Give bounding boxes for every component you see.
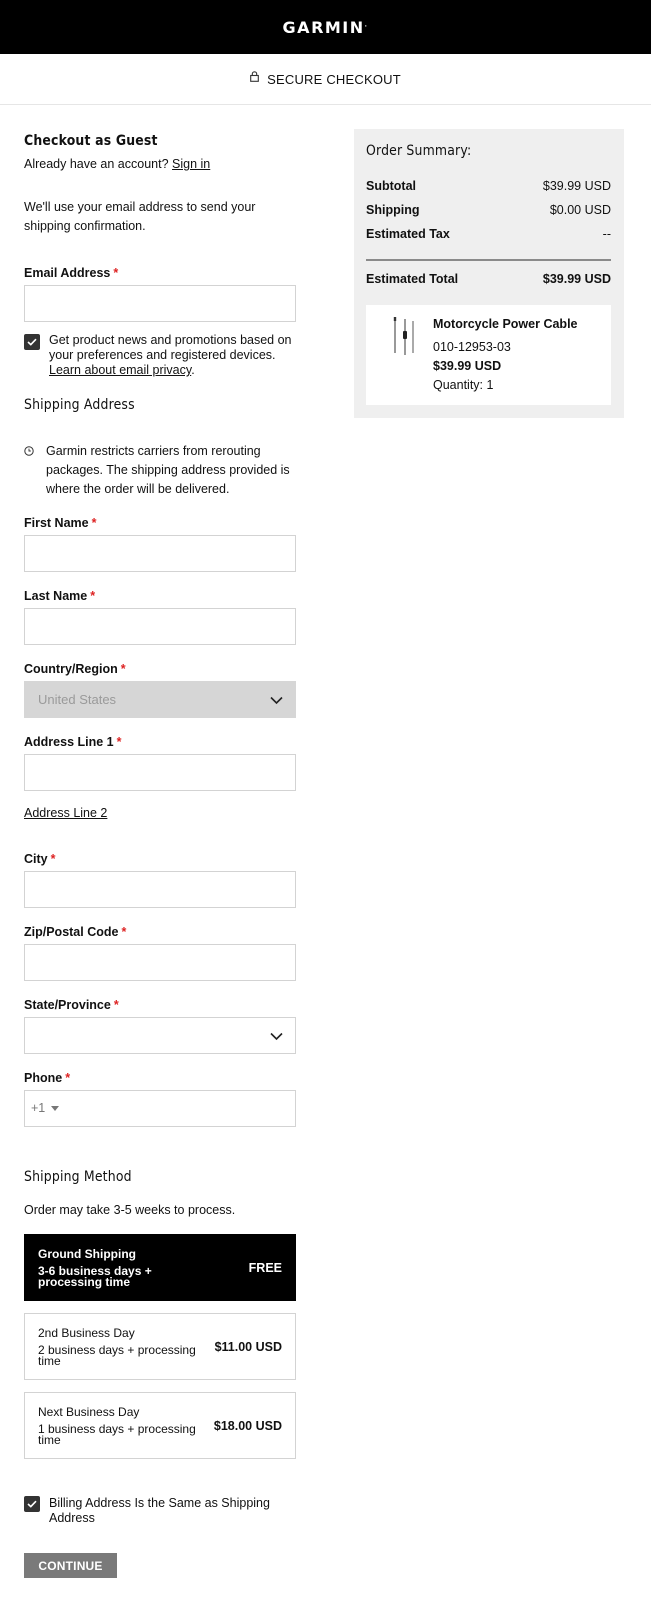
required-mark: * <box>120 662 126 676</box>
shipping-label: Shipping <box>366 203 420 217</box>
shipping-option-next-day[interactable] <box>24 1392 296 1459</box>
required-mark: * <box>50 852 56 866</box>
email-note-line2: shipping confirmation. <box>24 219 146 233</box>
sign-in-link[interactable]: Sign in <box>172 157 211 171</box>
billing-same-checkbox[interactable] <box>24 1496 40 1512</box>
product-quantity: Quantity: 1 <box>433 378 494 392</box>
garmin-logo[interactable]: GARMIN. <box>282 17 369 37</box>
phone-label <box>24 1071 70 1085</box>
option-name: Next Business Day <box>38 1405 140 1419</box>
continue-button[interactable]: CONTINUE <box>24 1553 117 1578</box>
last-name-label <box>24 589 95 603</box>
reroute-notice <box>46 442 290 499</box>
total-value: $39.99 USD <box>542 272 611 286</box>
email-privacy-link[interactable]: Learn about email privacy <box>49 363 192 377</box>
email-field[interactable] <box>24 285 296 322</box>
chevron-down-icon <box>270 1028 283 1046</box>
first-name-label-text: First Name <box>24 516 89 530</box>
subtotal-value: $39.99 USD <box>542 179 611 193</box>
city-label <box>24 852 56 866</box>
phone-field[interactable] <box>24 1090 296 1127</box>
shipping-option-ground[interactable] <box>24 1234 296 1301</box>
option-desc: 1 business days + processing time <box>38 1422 196 1447</box>
option-name: 2nd Business Day <box>38 1326 135 1340</box>
option-desc: 3-6 business days + processing time <box>38 1264 152 1289</box>
zip-label-text: Zip/Postal Code <box>24 925 119 939</box>
required-mark: * <box>91 516 97 530</box>
news-consent-text: Get product news and promotions based on your preferences and registered devices. Learn about email privacy. <box>49 333 292 377</box>
total-label: Estimated Total <box>366 272 459 286</box>
country-label-text: Country/Region <box>24 662 118 676</box>
notice-line1: Garmin restricts carriers from rerouting <box>46 444 261 458</box>
address1-label-text: Address Line 1 <box>24 735 114 749</box>
checkout-guest-title: Checkout as Guest <box>24 133 158 149</box>
product-sku: 010-12953-03 <box>433 340 511 354</box>
address1-field[interactable] <box>24 754 296 791</box>
shipping-row <box>366 203 611 217</box>
summary-divider <box>366 259 611 261</box>
caret-down-icon <box>51 1106 59 1111</box>
account-prompt <box>24 155 210 174</box>
shipping-address-title: Shipping Address <box>24 397 135 413</box>
email-label <box>24 266 118 280</box>
product-price: $39.99 USD <box>433 359 502 373</box>
option-price: FREE <box>248 1261 282 1275</box>
email-label-text: Email Address <box>24 266 111 280</box>
required-mark: * <box>121 925 127 939</box>
news-line1: Get product news and promotions based on <box>49 333 292 347</box>
product-name[interactable]: Motorcycle Power Cable <box>433 317 578 331</box>
billing-same-label <box>49 1496 270 1526</box>
order-summary-panel <box>354 129 624 418</box>
option-name: Ground Shipping <box>38 1247 136 1261</box>
city-field[interactable] <box>24 871 296 908</box>
country-label <box>24 662 126 676</box>
required-mark: * <box>90 589 96 603</box>
phone-label-text: Phone <box>24 1071 63 1085</box>
option-desc: 2 business days + processing time <box>38 1343 196 1368</box>
state-label-text: State/Province <box>24 998 111 1012</box>
notice-line3: where the order will be delivered. <box>46 482 230 496</box>
news-checkbox[interactable] <box>24 334 40 350</box>
city-label-text: City <box>24 852 48 866</box>
required-mark: * <box>65 1071 71 1085</box>
zip-label <box>24 925 126 939</box>
shipping-value: $0.00 USD <box>549 203 611 217</box>
subtotal-row <box>366 179 611 193</box>
shipping-method-title: Shipping Method <box>24 1169 132 1185</box>
option-price: $18.00 USD <box>213 1419 282 1433</box>
billing-line2: Address <box>49 1511 95 1525</box>
billing-line1: Billing Address Is the Same as Shipping <box>49 1496 270 1510</box>
product-image[interactable] <box>392 317 416 362</box>
checkmark-icon <box>27 338 37 346</box>
last-name-field[interactable] <box>24 608 296 645</box>
state-select[interactable] <box>24 1017 296 1054</box>
lock-icon <box>250 70 259 85</box>
total-row <box>366 272 611 286</box>
brand-text: GARMIN <box>282 17 365 37</box>
tax-row <box>366 227 611 241</box>
secure-checkout-label: SECURE CHECKOUT <box>267 71 401 87</box>
first-name-label <box>24 516 96 530</box>
account-prompt-text: Already have an account? <box>24 157 169 171</box>
secure-checkout-bar <box>0 54 651 105</box>
required-mark: * <box>113 998 119 1012</box>
clock-icon <box>24 443 34 461</box>
news-line2: your preferences and registered devices. <box>49 348 276 362</box>
required-mark: * <box>113 266 119 280</box>
order-summary-title: Order Summary: <box>366 143 472 159</box>
zip-field[interactable] <box>24 944 296 981</box>
state-label <box>24 998 119 1012</box>
email-note-line1: We'll use your email address to send your <box>24 200 256 214</box>
required-mark: * <box>116 735 122 749</box>
tax-value: -- <box>602 227 611 241</box>
option-price: $11.00 USD <box>214 1340 282 1354</box>
country-select[interactable] <box>24 681 296 718</box>
notice-line2: packages. The shipping address provided is <box>46 463 290 477</box>
phone-country-code[interactable] <box>31 1101 59 1115</box>
address1-label <box>24 735 122 749</box>
checkmark-icon <box>27 1500 37 1508</box>
phone-code-value: +1 <box>31 1101 46 1115</box>
product-card <box>366 305 611 405</box>
subtotal-label: Subtotal <box>366 179 416 193</box>
processing-note: Order may take 3-5 weeks to process. <box>24 1203 236 1217</box>
chevron-down-icon <box>270 692 283 710</box>
first-name-field[interactable] <box>24 535 296 572</box>
address-line2-link[interactable]: Address Line 2 <box>24 806 108 820</box>
top-header <box>0 0 651 54</box>
country-value: United States <box>38 692 117 707</box>
shipping-option-2nd-day[interactable] <box>24 1313 296 1380</box>
last-name-label-text: Last Name <box>24 589 88 603</box>
tax-label: Estimated Tax <box>366 227 450 241</box>
